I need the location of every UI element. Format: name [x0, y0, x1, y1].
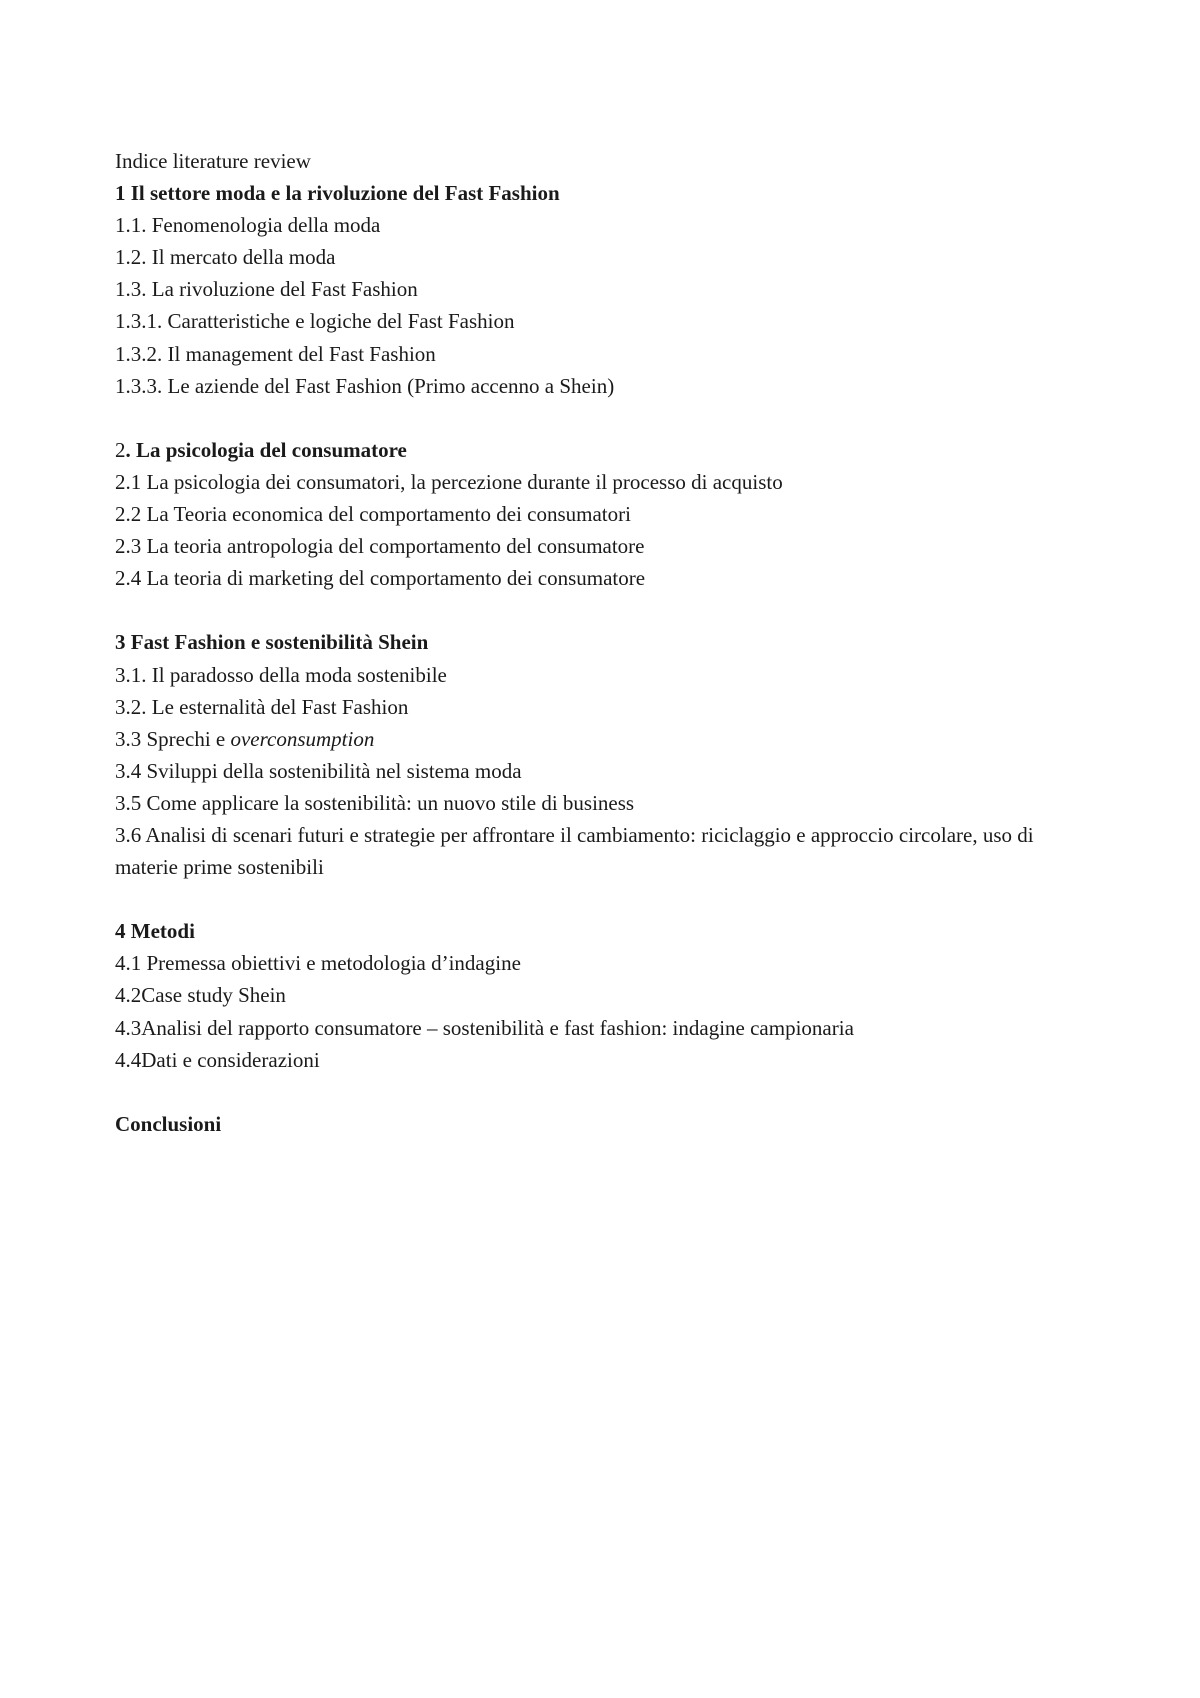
toc-item: 3.5 Come applicare la sostenibilità: un nuovo stile di business — [115, 790, 635, 815]
toc-item: 4.3Analisi del rapporto consumatore – sostenibilità e fast fashion: indagine campionaria — [115, 1015, 854, 1040]
section-spacer — [115, 883, 1095, 915]
conclusions-heading: Conclusioni — [115, 1111, 222, 1136]
toc-item-3-3-italic: overconsumption — [230, 726, 375, 751]
toc-item: 1.3.2. Il management del Fast Fashion — [115, 341, 436, 366]
toc-item: 2.1 La psicologia dei consumatori, la percezione durante il processo di acquisto — [115, 469, 783, 494]
section-1-heading: 1 Il settore moda e la rivoluzione del Fast Fashion — [115, 181, 560, 206]
toc-item: 2.3 La teoria antropologia del comportamento del consumatore — [115, 534, 645, 559]
section-spacer — [115, 1076, 1095, 1108]
toc-item: 3.4 Sviluppi della sostenibilità nel sistema moda — [115, 758, 522, 783]
toc-item-3-3-text: 3.3 Sprechi e — [115, 726, 231, 751]
toc-item: 1.2. Il mercato della moda — [115, 245, 336, 270]
toc-item: 1.3. La rivoluzione del Fast Fashion — [115, 277, 418, 302]
table-of-contents — [115, 145, 1095, 1140]
section-spacer — [115, 594, 1095, 626]
section-2-number: 2 — [115, 437, 126, 462]
toc-item: 4.2Case study Shein — [115, 983, 286, 1008]
section-4-heading: 4 Metodi — [115, 919, 195, 944]
toc-item: 1.3.3. Le aziende del Fast Fashion (Primo accenno a Shein) — [115, 373, 615, 398]
toc-item: 2.4 La teoria di marketing del comportamento dei consumatore — [115, 566, 646, 591]
section-2-title: . La psicologia del consumatore — [125, 437, 407, 462]
toc-item: 4.4Dati e considerazioni — [115, 1047, 320, 1072]
document-title: Indice literature review — [115, 149, 311, 173]
toc-item: 3.1. Il paradosso della moda sostenibile — [115, 662, 447, 687]
toc-item: 1.1. Fenomenologia della moda — [115, 213, 381, 238]
section-2-heading — [115, 434, 1095, 466]
toc-item: 1.3.1. Caratteristiche e logiche del Fast Fashion — [115, 309, 515, 334]
section-3-heading: 3 Fast Fashion e sostenibilità Shein — [115, 630, 429, 655]
toc-item: 3.2. Le esternalità del Fast Fashion — [115, 694, 409, 719]
toc-item: 3.6 Analisi di scenari futuri e strategie per affrontare il cambiamento: riciclaggio e approccio circolare, uso di materie prime sostenibili — [115, 822, 1034, 880]
toc-item-3-3 — [115, 723, 1095, 755]
section-spacer — [115, 402, 1095, 434]
toc-item: 4.1 Premessa obiettivi e metodologia d’indagine — [115, 951, 521, 976]
toc-item: 2.2 La Teoria economica del comportamento dei consumatori — [115, 502, 631, 527]
